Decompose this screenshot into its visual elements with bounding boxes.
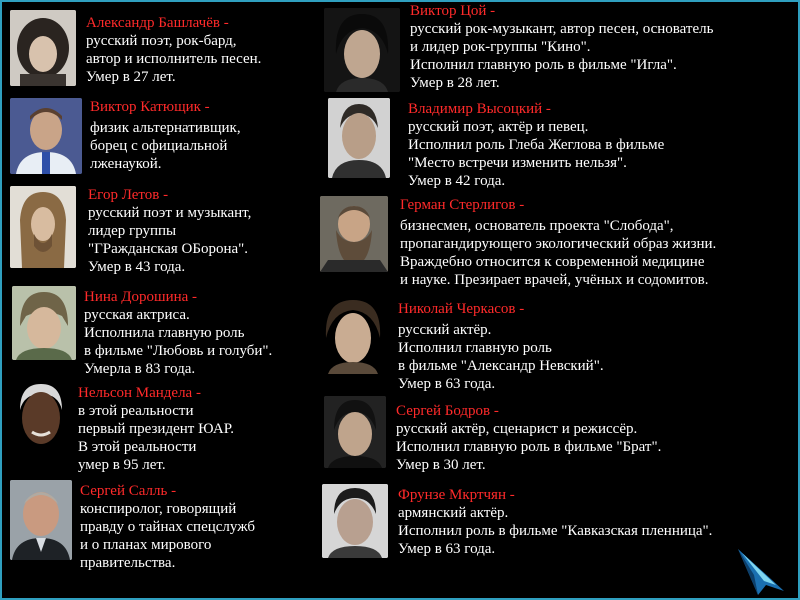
description-line: Умер в 30 лет.	[396, 457, 486, 473]
person-name: Виктор Катющик -	[90, 99, 210, 115]
description-line: Исполнил роль Глеба Жеглова в фильме	[408, 137, 665, 153]
description-line: Исполнил главную роль	[398, 340, 552, 356]
person-name: Владимир Высоцкий -	[408, 101, 551, 117]
description-line: Умер в 63 года.	[398, 376, 496, 392]
description-line: лженаукой.	[90, 156, 162, 172]
description-line: в фильме "Любовь и голуби".	[84, 343, 273, 359]
description-line: Исполнил главную роль в фильме "Брат".	[396, 439, 662, 455]
description-line: русская актриса.	[84, 307, 190, 323]
description-line: Умер в 43 года.	[88, 259, 186, 275]
description-line: и лидер рок-группы "Кино".	[410, 39, 591, 55]
description-line: борец с официальной	[90, 138, 228, 154]
person-description	[84, 306, 272, 378]
description-line: русский поэт и музыкант,	[88, 205, 252, 221]
person-name: Александр Башлачёв -	[86, 15, 229, 31]
person-name: Нина Дорошина -	[84, 289, 198, 305]
person-description	[88, 204, 251, 276]
description-line: русский актёр.	[398, 322, 492, 338]
person-name: Николай Черкасов -	[398, 301, 525, 317]
person-description	[410, 20, 713, 92]
portrait-photo	[12, 286, 76, 360]
description-line: в фильме "Александр Невский".	[398, 358, 604, 374]
description-line: "Место встречи изменить нельзя".	[408, 155, 627, 171]
portrait-photo	[10, 98, 82, 174]
description-line: Умерла в 83 года.	[84, 361, 196, 377]
description-line: русский актёр, сценарист и режиссёр.	[396, 421, 638, 437]
portrait-photo	[10, 10, 76, 86]
description-line: физик альтернативщик,	[90, 120, 241, 136]
description-line: В этой реальности	[78, 439, 197, 455]
person-description	[398, 321, 604, 393]
description-line: пропагандирующего экологический образ жизни.	[400, 236, 717, 252]
description-line: и науке. Презирает врачей, учёных и содомитов.	[400, 272, 709, 288]
description-line: армянский актёр.	[398, 505, 509, 521]
description-line: Умер в 42 года.	[408, 173, 506, 189]
description-line: русский рок-музыкант, автор песен, основатель	[410, 21, 714, 37]
description-line: конспиролог, говорящий	[80, 501, 237, 517]
description-line: умер в 95 лет.	[78, 457, 166, 473]
person-description	[398, 504, 712, 558]
person-description	[78, 402, 234, 474]
person-name: Сергей Бодров -	[396, 403, 499, 419]
description-line: "ГРажданская ОБорона".	[88, 241, 249, 257]
portrait-photo	[320, 196, 388, 272]
description-line: правду о тайнах спецслужб	[80, 519, 255, 535]
portrait-photo	[318, 294, 388, 374]
portrait-photo	[322, 484, 388, 558]
description-line: Исполнил роль в фильме "Кавказская пленница".	[398, 523, 713, 539]
person-description	[396, 420, 661, 474]
portrait-photo	[328, 98, 390, 178]
description-line: Умер в 63 года.	[398, 541, 496, 557]
person-description	[90, 119, 241, 173]
description-line: правительства.	[80, 555, 176, 571]
description-line: русский поэт, актёр и певец.	[408, 119, 589, 135]
portrait-photo	[10, 186, 76, 268]
person-name: Виктор Цой -	[410, 3, 496, 19]
portrait-photo	[12, 380, 70, 456]
description-line: Исполнил главную роль в фильме "Игла".	[410, 57, 677, 73]
person-description	[400, 217, 716, 289]
description-line: лидер группы	[88, 223, 177, 239]
person-description	[86, 32, 261, 86]
portrait-photo	[324, 396, 386, 468]
person-name: Герман Стерлигов -	[400, 197, 525, 213]
person-name: Фрунзе Мкртчян -	[398, 487, 515, 503]
description-line: Враждебно относится к современной медицине	[400, 254, 705, 270]
description-line: Исполнила главную роль	[84, 325, 245, 341]
portrait-photo	[10, 480, 72, 560]
person-name: Сергей Салль -	[80, 483, 177, 499]
person-description	[408, 118, 664, 190]
portrait-photo	[324, 8, 400, 92]
description-line: и о планах мирового	[80, 537, 212, 553]
person-description	[80, 500, 255, 572]
description-line: бизнесмен, основатель проекта "Слобода",	[400, 218, 674, 234]
description-line: Умер в 27 лет.	[86, 69, 176, 85]
description-line: в этой реальности	[78, 403, 194, 419]
description-line: Умер в 28 лет.	[410, 75, 500, 91]
person-name: Нельсон Мандела -	[78, 385, 201, 401]
description-line: автор и исполнитель песен.	[86, 51, 262, 67]
person-name: Егор Летов -	[88, 187, 169, 203]
description-line: русский поэт, рок-бард,	[86, 33, 237, 49]
next-slide-arrow-icon[interactable]	[736, 545, 788, 597]
description-line: первый президент ЮАР.	[78, 421, 234, 437]
